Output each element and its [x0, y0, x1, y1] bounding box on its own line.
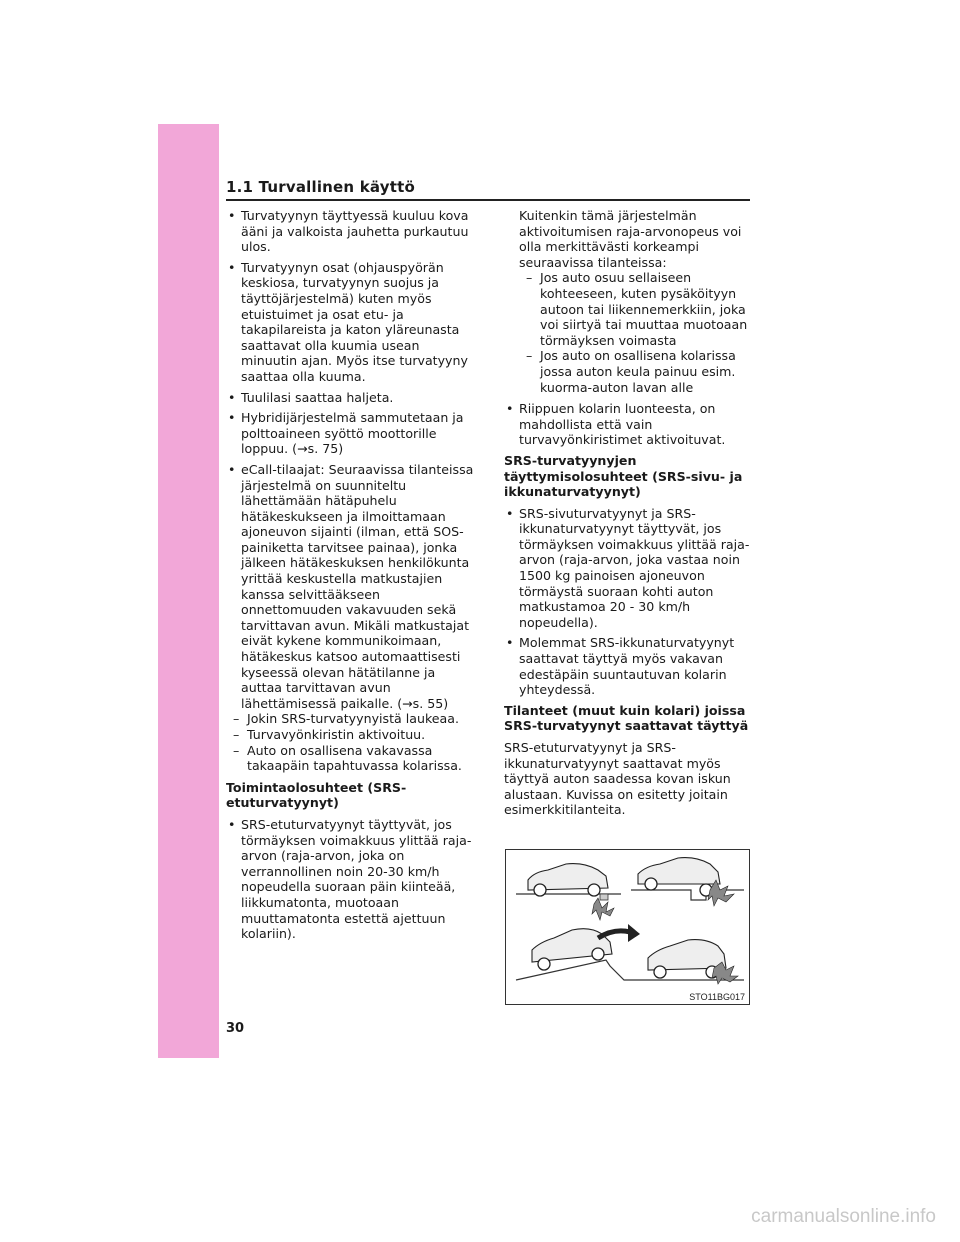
- page-number: 30: [226, 1021, 245, 1036]
- chapter-tab-sidebar: [158, 124, 219, 1058]
- car-jumping-ramp-illustration: [516, 924, 744, 984]
- header-divider: [226, 199, 750, 201]
- car-hitting-curb-illustration: [516, 864, 621, 920]
- section-title: 1.1 Turvallinen käyttö: [226, 178, 415, 196]
- watermark: carmanualsonline.info: [751, 1206, 936, 1227]
- section-heading: SRS-turvatyynyjen täyttymisolosuhteet (SRS-sivu- ja ikkunaturvatyynyt): [504, 452, 743, 500]
- right-column: [504, 208, 756, 822]
- sub-list-item: – Auto on osallisena vakavassa takaapäin tapahtuvassa kolarissa.: [233, 742, 462, 774]
- list-item: • eCall-tilaajat: Seuraavissa tilanteissa järjestelmä on suunniteltu lähettämään hätäpuhelu hätäkeskukseen ja ilmoittamaan ajoneuvon sijainti (ilman, että SOS-painiketta tarvitsee painaa), jonka jälkeen hätäkeskuksen henkilökunta yrittää keskustella matkustajien kanssa selvittääkseen onnettomuuden vakavuuden sekä tarvittavan avun. Mikäli matkustajat eivät kykene kommunikoimaan, hätäkeskus katsoo automaattisesti kyseessä olevan hätätilanne ja auttaa tarvittavan avun lähettämisessä paikalle. (→s. 55): [228, 461, 474, 711]
- sub-list-item: – Jos auto on osallisena kolarissa jossa auton keula painuu esim. kuorma-auton lavan alle: [526, 348, 736, 395]
- list-item: • Turvatyynyn täyttyessä kuuluu kova ääni ja valkoista jauhetta purkautuu ulos.: [228, 208, 469, 255]
- continuation-text: Kuitenkin tämä järjestelmän aktivoitumisen raja-arvonopeus voi olla merkittävästi korkeampi seuraavissa tilanteissa:: [519, 208, 742, 270]
- list-item: • Riippuen kolarin luonteesta, on mahdollista että vain turvavyönkiristimet aktivoituvat.: [506, 401, 726, 448]
- list-item: • Molemmat SRS-ikkunaturvatyynyt saattavat täyttyä myös vakavan edestäpäin suuntautuvan kolarin yhteydessä.: [506, 635, 735, 698]
- list-item: • SRS-etuturvatyynyt täyttyvät, jos törmäyksen voimakkuus ylittää raja-arvon (raja-arvon, joka on verrannollinen noin 20-30 km/h nopeudella suoraan päin kiinteää, liikkumatonta, muotoaan muuttamatonta estettä ajettuun kolariin).: [228, 816, 472, 942]
- list-item: • Hybridijärjestelmä sammutetaan ja polttoaineen syöttö moottorille loppuu. (→s. 75): [228, 410, 464, 457]
- paragraph: SRS-etuturvatyynyt ja SRS-ikkunaturvatyynyt saattavat myös täyttyä auton saadessa kovan iskun alustaan. Kuvissa on esitetty joitain esimerkkitilanteita.: [504, 740, 731, 818]
- sub-list-item: – Jokin SRS-turvatyynyistä laukeaa.: [233, 711, 459, 727]
- figure-code-label: STO11BG017: [689, 992, 745, 1002]
- section-heading: Tilanteet (muut kuin kolari) joissa SRS-turvatyynyt saattavat täyttyä: [504, 702, 749, 734]
- car-in-pothole-illustration: [631, 858, 744, 906]
- section-heading: Toimintaolosuhteet (SRS-etuturvatyynyt): [226, 779, 407, 811]
- list-item: • SRS-sivuturvatyynyt ja SRS-ikkunaturvatyynyt täyttyvät, jos törmäyksen voimakkuus ylittää raja-arvon (raja-arvon, joka vastaa noin 1500 kg painoisen ajoneuvon törmäystä suoraan kohti auton matkustamoa 20 - 30 km/h nopeudella).: [506, 505, 750, 630]
- sub-list-item: – Jos auto osuu sellaiseen kohteeseen, kuten pysäköityyn autoon tai liikennemerkkiin, joka voi siirtyä tai muuttaa muotoaan törmäyksen voimasta: [526, 270, 748, 348]
- crash-examples-figure: [505, 849, 750, 1005]
- left-column: [226, 208, 476, 947]
- crash-illustration: [506, 850, 749, 1004]
- list-item: • Turvatyynyn osat (ohjauspyörän keskiosa, turvatyynyn suojus ja täyttöjärjestelmä) kuten myös etuistuimet ja osat etu- ja takapilareista ja katon yläreunasta saattavat olla kuumia usean minuutin ajan. Myös itse turvatyyny saattaa olla kuuma.: [228, 259, 468, 384]
- sub-list-item: – Turvavyönkiristin aktivoituu.: [233, 727, 426, 742]
- list-item: • Tuulilasi saattaa haljeta.: [228, 389, 394, 405]
